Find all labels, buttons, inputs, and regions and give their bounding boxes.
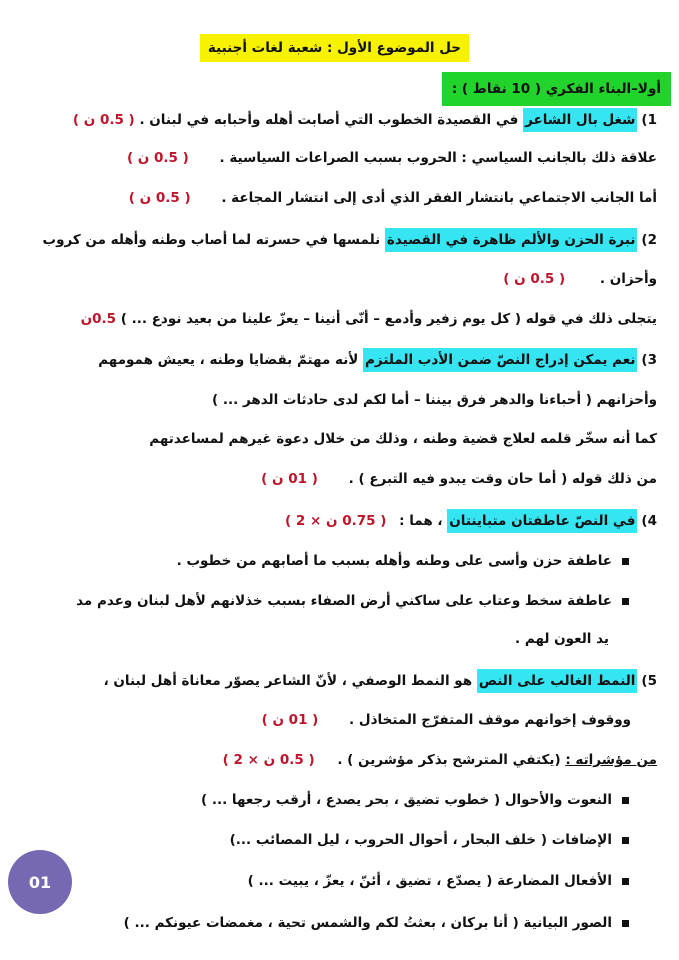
q3-line-2: وأحزانهم ( أحباءنا والدهر فرق بيننا – أما لكم لدى حادثات الدهر ... ) xyxy=(212,392,657,408)
q5-bullet-4: الصور البيانية ( أنا بركان ، بعثتُ لكم والشمس تحية ، مغمضات عيونكم ... ) xyxy=(22,912,629,934)
q1-line-1: 1)شغل بال الشاعر في القصيدة الخطوب التي أصابت أهله وأحبابه في لبنان . ( 0.5 ن ) xyxy=(22,109,657,131)
bullet-icon xyxy=(622,837,629,844)
q4-bullet-1: عاطفة حزن وأسى على وطنه وأهله بسبب ما أصابهم من خطوب . xyxy=(22,550,629,572)
page-title: حل الموضوع الأول : شعبة لغات أجنبية xyxy=(200,37,469,59)
q5-highlight: النمط الغالب على النص xyxy=(477,669,638,693)
bullet-icon xyxy=(622,598,629,605)
q1-points-1: ( 0.5 ن ) xyxy=(72,112,135,128)
q3-line-1: 3)نعم يمكن إدراج النصّ ضمن الأدب الملتزم لأنه مهتمّ بقضايا وطنه ، يعيش همومهم xyxy=(22,349,657,371)
q2-points-3: 0.5ن xyxy=(80,311,117,327)
q1-line-2: علاقة ذلك بالجانب السياسي : الحروب بسبب الصراعات السياسية . ( 0.5 ن ) xyxy=(126,150,657,166)
q5-points-2: ( 01 ن ) xyxy=(261,712,319,728)
q2-points-2: ( 0.5 ن ) xyxy=(503,271,566,287)
q5-bullet-2: الإضافات ( خلف البحار ، أحوال الحروب ، ليل المصائب ...) xyxy=(22,829,629,851)
q4-bullet-2: عاطفة سخط وعتاب على ساكني أرض الصفاء بسبب خذلانهم لأهل لبنان وعدم مد xyxy=(22,590,629,612)
q2-line-2: وأحزان . ( 0.5 ن ) xyxy=(503,271,657,287)
q1-points-3: ( 0.5 ن ) xyxy=(128,190,191,206)
q4-bullet-2-cont: يد العون لهم . xyxy=(515,631,609,647)
q3-highlight: نعم يمكن إدراج النصّ ضمن الأدب الملتزم xyxy=(363,348,637,372)
q4-points: ( 0.75 ن × 2 ) xyxy=(285,513,387,529)
q5-bullet-3: الأفعال المضارعة ( يصدّع ، تضيق ، أئنّ ، يعزّ ، يبيت ... ) xyxy=(22,870,629,892)
bullet-icon xyxy=(622,558,629,565)
q2-line-1: 2)نبرة الحزن والألم ظاهرة في القصيدة نلمسها في حسرته لما أصاب وطنه وأهله من كروب xyxy=(22,229,657,251)
q5-line-2: ووقوف إخوانهم موقف المتفرّج المتخاذل . ( 01 ن ) xyxy=(261,712,631,728)
q5-line-3: من مؤشراته : (يكتفي المترشح بذكر مؤشرين ) . ( 0.5 ن × 2 ) xyxy=(222,752,657,768)
q3-line-4: من ذلك قوله ( أما حان وقت يبدو فيه التبرع ) . ( 01 ن ) xyxy=(261,471,657,487)
section-heading xyxy=(442,72,671,106)
section-label: أولا–البناء الفكري xyxy=(545,81,661,97)
bullet-icon xyxy=(622,797,629,804)
bullet-icon xyxy=(622,878,629,885)
q1-line-3: أما الجانب الاجتماعي بانتشار الفقر الذي أدى إلى انتشار المجاعة . ( 0.5 ن ) xyxy=(128,190,657,206)
section-points: ( 10 نقاط ) : xyxy=(451,81,542,97)
q4-line-1: 4)في النصّ عاطفتان متباينتان ، هما : ( 0.75 ن × 2 ) xyxy=(22,510,657,532)
q1-points-2: ( 0.5 ن ) xyxy=(126,150,189,166)
q3-points: ( 01 ن ) xyxy=(261,471,318,487)
page-number-badge: 01 xyxy=(8,850,72,914)
q2-highlight: نبرة الحزن والألم ظاهرة في القصيدة xyxy=(385,228,638,252)
q5-bullet-1: النعوت والأحوال ( خطوب تضيق ، بحر يصدع ، أرقب رجعها ... ) xyxy=(22,789,629,811)
q2-line-3: يتجلى ذلك في قوله ( كل يوم زفير وأدمع – أنّى أنينا – يعزّ علينا من بعيد نودع ... ) 0.5ن xyxy=(80,311,657,327)
bullet-icon xyxy=(622,920,629,927)
q4-highlight: في النصّ عاطفتان متباينتان xyxy=(447,509,637,533)
q5-line-1: 5)النمط الغالب على النص هو النمط الوصفي ، لأنّ الشاعر يصوّر معاناة أهل لبنان ، xyxy=(22,670,657,692)
q1-highlight: شغل بال الشاعر xyxy=(523,108,637,132)
q3-line-3: كما أنه سخّر قلمه لعلاج قضية وطنه ، وذلك من خلال دعوة غيرهم لمساعدتهم xyxy=(149,431,657,447)
q5-points-3: ( 0.5 ن × 2 ) xyxy=(222,752,315,768)
